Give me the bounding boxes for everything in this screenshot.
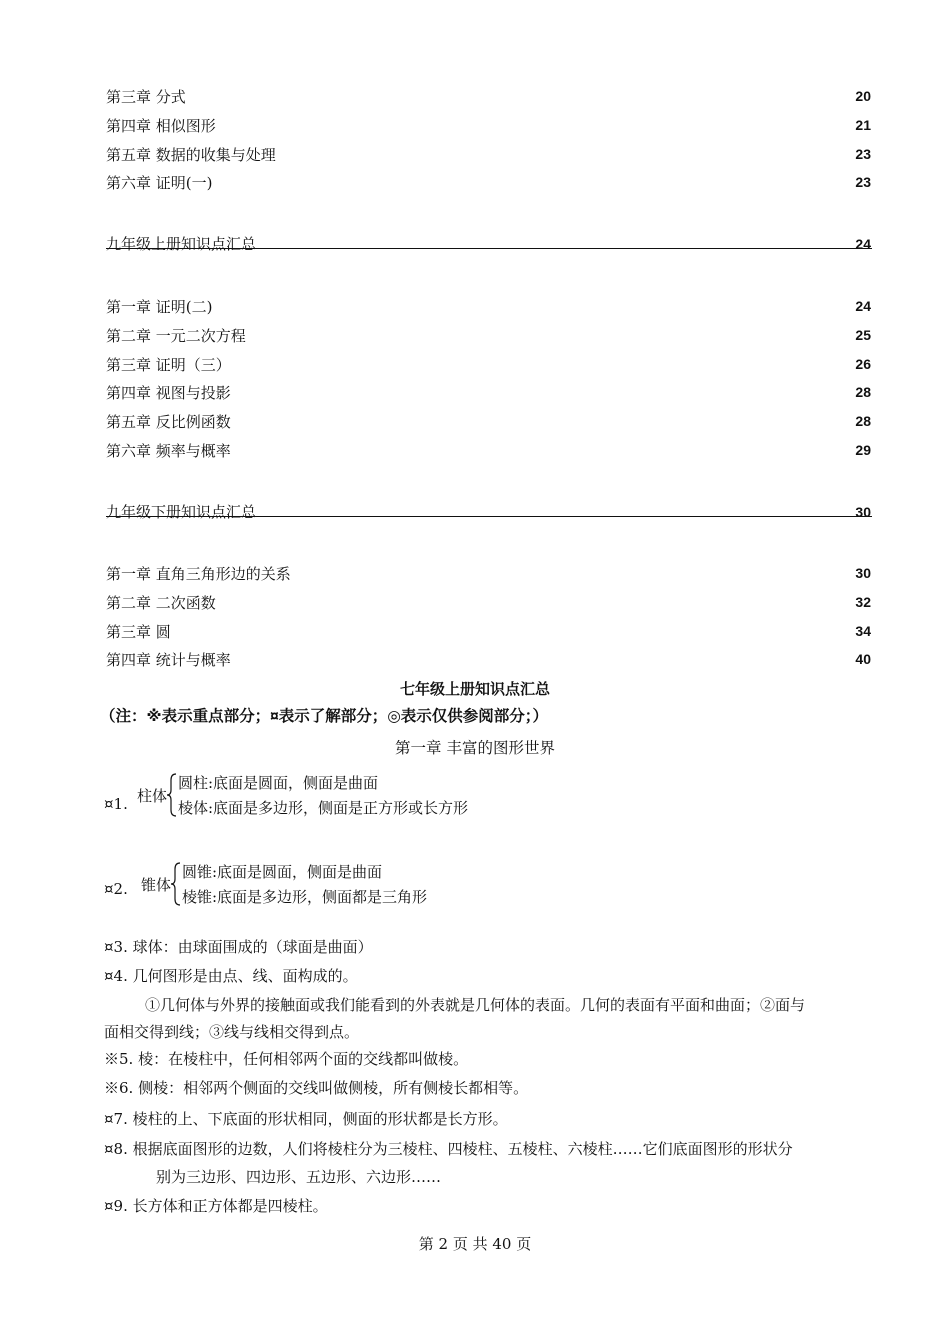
item-8-continued: 别为三边形、四边形、五边形、六边形…… [156,1168,442,1186]
toc-entry-page[interactable]: 40 [855,651,871,667]
toc-heading-page: 24 [855,236,871,252]
toc-heading-rule [106,248,872,249]
toc-entry-label[interactable]: 第二章 二次函数 [106,594,216,612]
legend-note: （注：※表示重点部分；¤表示了解部分；◎表示仅供参阅部分；） [100,708,548,725]
toc-entry-page[interactable]: 30 [855,565,871,581]
item-5: ※5. 棱：在棱柱中，任何相邻两个面的交线都叫做棱。 [104,1050,469,1068]
item-sub-line: 圆锥:底面是圆面，侧面是曲面 [182,863,383,881]
item-number: ¤2. [104,880,128,898]
page-footer: 第 2 页 共 40 页 [418,1235,532,1253]
toc-entry-label[interactable]: 第二章 一元二次方程 [106,327,246,345]
item-number: ¤1. [104,795,128,813]
item-term: 柱体 [137,787,168,805]
item-4-detail: ①几何体与外界的接触面或我们能看到的外表就是几何体的表面。几何的表面有平面和曲面；②面与 [145,996,806,1014]
brace-icon [166,772,178,818]
toc-heading-rule [106,516,872,517]
toc-heading-page: 30 [855,504,871,520]
toc-entry-label[interactable]: 第一章 证明(二) [106,298,213,316]
toc-entry-page[interactable]: 21 [855,117,871,133]
toc-entry-label[interactable]: 第三章 分式 [106,88,186,106]
toc-entry-page[interactable]: 24 [855,298,871,314]
toc-entry-page[interactable]: 28 [855,384,871,400]
chapter-title: 第一章 丰富的图形世界 [395,739,555,757]
toc-heading-label: 九年级上册知识点汇总 [106,235,257,253]
toc-entry-label[interactable]: 第一章 直角三角形边的关系 [106,565,291,583]
toc-entry-page[interactable]: 23 [855,174,871,190]
toc-entry-label[interactable]: 第五章 反比例函数 [106,413,231,431]
item-4-detail: 面相交得到线；③线与线相交得到点。 [104,1023,360,1041]
toc-entry-label[interactable]: 第四章 统计与概率 [106,651,231,669]
toc-entry-page[interactable]: 26 [855,356,871,372]
item-sub-line: 棱锥:底面是多边形，侧面都是三角形 [182,888,428,906]
item-3: ¤3. 球体：由球面围成的（球面是曲面） [104,938,373,956]
brace-icon [170,861,182,907]
item-9: ¤9. 长方体和正方体都是四棱柱。 [104,1197,328,1215]
toc-entry-page[interactable]: 23 [855,146,871,162]
toc-entry-label[interactable]: 第六章 频率与概率 [106,442,231,460]
toc-entry-label[interactable]: 第四章 相似图形 [106,117,216,135]
item-term: 锥体 [141,876,172,894]
toc-entry-label[interactable]: 第四章 视图与投影 [106,384,231,402]
toc-entry-page[interactable]: 29 [855,442,871,458]
toc-entry-label[interactable]: 第五章 数据的收集与处理 [106,146,276,164]
item-6: ※6. 侧棱：相邻两个侧面的交线叫做侧棱，所有侧棱长都相等。 [104,1079,529,1097]
toc-entry-label[interactable]: 第六章 证明(一) [106,174,213,192]
toc-entry-label[interactable]: 第三章 圆 [106,623,171,641]
toc-entry-page[interactable]: 20 [855,88,871,104]
item-8: ¤8. 根据底面图形的边数，人们将棱柱分为三棱柱、四棱柱、五棱柱、六棱柱……它们底面图形的形状分 [104,1140,793,1158]
toc-entry-page[interactable]: 25 [855,327,871,343]
toc-entry-page[interactable]: 34 [855,623,871,639]
item-7: ¤7. 棱柱的上、下底面的形状相同，侧面的形状都是长方形。 [104,1110,508,1128]
toc-entry-label[interactable]: 第三章 证明（三） [106,356,231,374]
item-4: ¤4. 几何图形是由点、线、面构成的。 [104,967,358,985]
item-sub-line: 棱体:底面是多边形，侧面是正方形或长方形 [178,799,469,817]
toc-heading-label: 九年级下册知识点汇总 [106,503,257,521]
toc-entry-page[interactable]: 28 [855,413,871,429]
section-title: 七年级上册知识点汇总 [399,681,550,698]
toc-entry-page[interactable]: 32 [855,594,871,610]
item-sub-line: 圆柱:底面是圆面，侧面是曲面 [178,774,379,792]
